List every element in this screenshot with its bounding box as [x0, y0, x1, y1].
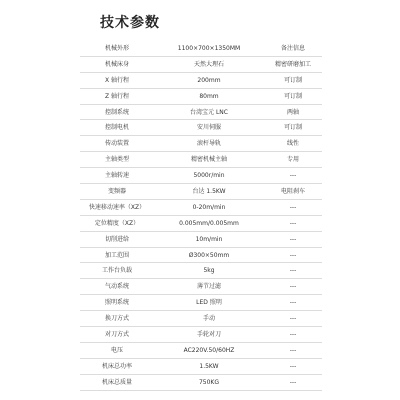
- spec-label: 机床总质量: [80, 374, 154, 390]
- spec-label: 机械床身: [80, 56, 154, 72]
- table-row: [80, 120, 322, 136]
- spec-label: 换刀方式: [80, 311, 154, 327]
- table-row: [80, 72, 322, 88]
- spec-value: 手动: [154, 311, 264, 327]
- spec-label: 工作台负载: [80, 263, 154, 279]
- table-row: [80, 88, 322, 104]
- spec-value: 台湾宝元 LNC: [154, 104, 264, 120]
- spec-note: 可订制: [264, 72, 322, 88]
- spec-label: 快速移动速率（XZ）: [80, 199, 154, 215]
- spec-value: 200mm: [154, 72, 264, 88]
- spec-value: 0-20m/min: [154, 199, 264, 215]
- spec-value: 750KG: [154, 374, 264, 390]
- spec-note: ---: [264, 231, 322, 247]
- page-title: 技术参数: [100, 15, 160, 31]
- spec-note: ---: [264, 342, 322, 358]
- spec-label: 控制系统: [80, 104, 154, 120]
- spec-note: 备注信息: [264, 41, 322, 56]
- spec-label: 控制电机: [80, 120, 154, 136]
- table-row: [80, 263, 322, 279]
- table-row: [80, 199, 322, 215]
- spec-note: 可订制: [264, 120, 322, 136]
- table-row: [80, 168, 322, 184]
- spec-label: 变频器: [80, 184, 154, 200]
- spec-label: 定位精度（XZ）: [80, 215, 154, 231]
- table-row: [80, 215, 322, 231]
- table-row: [80, 342, 322, 358]
- spec-value: 10m/min: [154, 231, 264, 247]
- table-row: [80, 56, 322, 72]
- spec-note: 专用: [264, 152, 322, 168]
- spec-note: ---: [264, 374, 322, 390]
- table-row: [80, 358, 322, 374]
- spec-value: 台达 1.5KW: [154, 184, 264, 200]
- spec-value: 手轮对刀: [154, 327, 264, 343]
- spec-note: ---: [264, 168, 322, 184]
- spec-label: 照明系统: [80, 295, 154, 311]
- spec-label: 传动装置: [80, 136, 154, 152]
- spec-table: [80, 41, 322, 391]
- spec-note: 电阻刹车: [264, 184, 322, 200]
- spec-label: 电压: [80, 342, 154, 358]
- spec-value: 安川伺服: [154, 120, 264, 136]
- table-row: [80, 374, 322, 390]
- spec-label: 主轴转速: [80, 168, 154, 184]
- table-row: [80, 247, 322, 263]
- spec-value: 滚杆导轨: [154, 136, 264, 152]
- spec-label: 加工范围: [80, 247, 154, 263]
- spec-note: ---: [264, 215, 322, 231]
- spec-value: AC220V.50/60HZ: [154, 342, 264, 358]
- table-row: [80, 152, 322, 168]
- table-row: [80, 104, 322, 120]
- table-row: [80, 311, 322, 327]
- spec-value: 5000r/min: [154, 168, 264, 184]
- table-row: [80, 295, 322, 311]
- spec-label: 切削进给: [80, 231, 154, 247]
- spec-value: 精密机械主轴: [154, 152, 264, 168]
- spec-label: X 轴行程: [80, 72, 154, 88]
- spec-value: 80mm: [154, 88, 264, 104]
- spec-note: ---: [264, 327, 322, 343]
- spec-value: 5kg: [154, 263, 264, 279]
- spec-value: LED 照明: [154, 295, 264, 311]
- table-row: [80, 279, 322, 295]
- spec-table-body: [80, 41, 322, 390]
- spec-value: 1100×700×1350MM: [154, 41, 264, 56]
- spec-note: ---: [264, 295, 322, 311]
- spec-label: 机床总功率: [80, 358, 154, 374]
- spec-label: Z 轴行程: [80, 88, 154, 104]
- spec-label: 气动系统: [80, 279, 154, 295]
- spec-note: 线性: [264, 136, 322, 152]
- table-row: [80, 41, 322, 56]
- spec-note: 两轴: [264, 104, 322, 120]
- table-row: [80, 231, 322, 247]
- spec-note: ---: [264, 279, 322, 295]
- spec-label: 主轴类型: [80, 152, 154, 168]
- spec-label: 机械外形: [80, 41, 154, 56]
- spec-note: ---: [264, 311, 322, 327]
- spec-value: 薄节过滤: [154, 279, 264, 295]
- table-row: [80, 327, 322, 343]
- spec-note: 可订制: [264, 88, 322, 104]
- spec-note: ---: [264, 358, 322, 374]
- spec-value: 0.005mm/0.005mm: [154, 215, 264, 231]
- spec-label: 对刀方式: [80, 327, 154, 343]
- spec-value: 天然大理石: [154, 56, 264, 72]
- spec-note: ---: [264, 263, 322, 279]
- spec-note: ---: [264, 247, 322, 263]
- spec-note: ---: [264, 199, 322, 215]
- spec-value: Ø300×50mm: [154, 247, 264, 263]
- table-row: [80, 184, 322, 200]
- spec-note: 精密研磨加工: [264, 56, 322, 72]
- spec-value: 1.5KW: [154, 358, 264, 374]
- table-row: [80, 136, 322, 152]
